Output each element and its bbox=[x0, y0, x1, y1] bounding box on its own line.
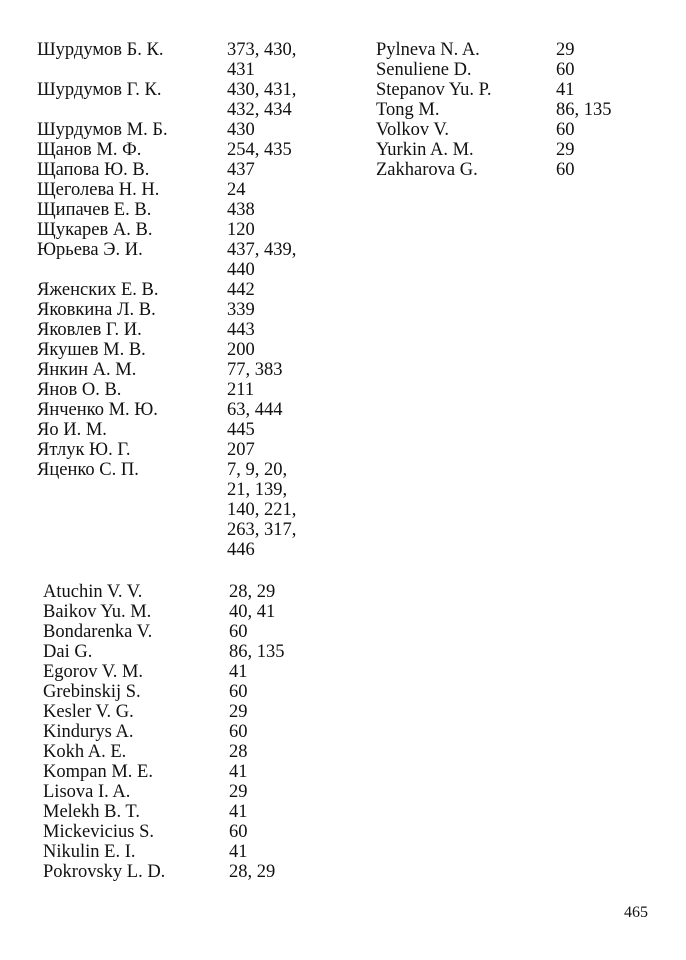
author-name: Lisova I. A. bbox=[43, 782, 131, 802]
page-refs: 60 bbox=[229, 682, 248, 702]
index-entry bbox=[376, 80, 612, 100]
index-entry bbox=[37, 220, 296, 240]
index-entry bbox=[37, 420, 296, 440]
author-name: Яценко С. П. bbox=[37, 460, 139, 480]
index-entry bbox=[43, 822, 285, 842]
author-name: Шурдумов Г. К. bbox=[37, 80, 162, 100]
index-entry bbox=[37, 300, 296, 320]
author-name: Щеголева Н. Н. bbox=[37, 180, 160, 200]
index-entry bbox=[37, 360, 296, 380]
index-entry bbox=[37, 400, 296, 420]
page-refs: 7, 9, 20, 21, 139, 140, 221, 263, 317, 446 bbox=[227, 460, 297, 560]
page-refs: 438 bbox=[227, 200, 255, 220]
index-entry bbox=[37, 460, 296, 560]
author-name: Щипачев Е. В. bbox=[37, 200, 152, 220]
index-entry bbox=[43, 782, 285, 802]
page-refs: 254, 435 bbox=[227, 140, 292, 160]
page-refs: 211 bbox=[227, 380, 255, 400]
author-name: Grebinskij S. bbox=[43, 682, 141, 702]
index-entry bbox=[43, 862, 285, 882]
page-refs: 63, 444 bbox=[227, 400, 283, 420]
index-entry bbox=[37, 380, 296, 400]
author-name: Bondarenka V. bbox=[43, 622, 153, 642]
author-name: Kesler V. G. bbox=[43, 702, 134, 722]
page-refs: 430, 431, 432, 434 bbox=[227, 80, 297, 120]
index-entry bbox=[37, 180, 296, 200]
author-name: Шурдумов Б. К. bbox=[37, 40, 164, 60]
page-refs: 28, 29 bbox=[229, 862, 276, 882]
author-name: Atuchin V. V. bbox=[43, 582, 143, 602]
author-name: Pokrovsky L. D. bbox=[43, 862, 166, 882]
author-name: Яковкина Л. В. bbox=[37, 300, 156, 320]
page-refs: 41 bbox=[229, 842, 248, 862]
index-column-latin-right bbox=[376, 40, 612, 180]
page-refs: 29 bbox=[229, 702, 248, 722]
index-entry bbox=[37, 280, 296, 300]
index-entry bbox=[37, 80, 296, 120]
author-name: Baikov Yu. M. bbox=[43, 602, 152, 622]
author-name: Stepanov Yu. P. bbox=[376, 80, 492, 100]
page-refs: 60 bbox=[229, 622, 248, 642]
author-name: Щанов М. Ф. bbox=[37, 140, 142, 160]
index-entry bbox=[43, 742, 285, 762]
index-entry bbox=[43, 642, 285, 662]
author-name: Якушев М. В. bbox=[37, 340, 146, 360]
page-refs: 443 bbox=[227, 320, 255, 340]
author-name: Яковлев Г. И. bbox=[37, 320, 142, 340]
author-name: Pylneva N. A. bbox=[376, 40, 480, 60]
page-refs: 41 bbox=[229, 802, 248, 822]
index-entry bbox=[43, 682, 285, 702]
index-entry bbox=[376, 160, 612, 180]
page-refs: 86, 135 bbox=[229, 642, 285, 662]
page-refs: 120 bbox=[227, 220, 255, 240]
author-name: Tong M. bbox=[376, 100, 440, 120]
author-name: Nikulin E. I. bbox=[43, 842, 136, 862]
author-name: Kokh A. E. bbox=[43, 742, 127, 762]
index-entry bbox=[43, 842, 285, 862]
author-name: Kindurys A. bbox=[43, 722, 134, 742]
author-name: Mickevicius S. bbox=[43, 822, 154, 842]
page-refs: 28, 29 bbox=[229, 582, 276, 602]
author-name: Янкин А. М. bbox=[37, 360, 137, 380]
author-name: Melekh B. T. bbox=[43, 802, 140, 822]
index-entry bbox=[376, 100, 612, 120]
page-refs: 29 bbox=[556, 40, 575, 60]
author-name: Шурдумов М. Б. bbox=[37, 120, 168, 140]
page-refs: 24 bbox=[227, 180, 246, 200]
index-entry bbox=[43, 702, 285, 722]
page-refs: 207 bbox=[227, 440, 255, 460]
author-name: Юрьева Э. И. bbox=[37, 240, 143, 260]
page-refs: 200 bbox=[227, 340, 255, 360]
page-refs: 437 bbox=[227, 160, 255, 180]
index-entry bbox=[376, 120, 612, 140]
index-entry bbox=[37, 120, 296, 140]
author-name: Senuliene D. bbox=[376, 60, 472, 80]
page-refs: 445 bbox=[227, 420, 255, 440]
page-refs: 41 bbox=[229, 662, 248, 682]
index-entry bbox=[37, 440, 296, 460]
author-name: Яо И. М. bbox=[37, 420, 107, 440]
author-name: Volkov V. bbox=[376, 120, 450, 140]
page-refs: 41 bbox=[556, 80, 575, 100]
author-name: Ятлук Ю. Г. bbox=[37, 440, 131, 460]
index-entry bbox=[43, 722, 285, 742]
author-name: Zakharova G. bbox=[376, 160, 478, 180]
index-entry bbox=[37, 340, 296, 360]
page-refs: 29 bbox=[229, 782, 248, 802]
index-entry bbox=[37, 200, 296, 220]
index-entry bbox=[37, 160, 296, 180]
index-entry bbox=[37, 320, 296, 340]
page-refs: 437, 439, 440 bbox=[227, 240, 297, 280]
index-column-latin-left bbox=[43, 582, 285, 882]
index-entry bbox=[43, 662, 285, 682]
author-name: Dai G. bbox=[43, 642, 93, 662]
index-entry bbox=[43, 802, 285, 822]
page-refs: 339 bbox=[227, 300, 255, 320]
page-refs: 29 bbox=[556, 140, 575, 160]
page-refs: 40, 41 bbox=[229, 602, 276, 622]
index-entry bbox=[43, 582, 285, 602]
index-entry bbox=[37, 240, 296, 280]
index-entry bbox=[37, 40, 296, 80]
author-name: Щапова Ю. В. bbox=[37, 160, 150, 180]
index-column-cyrillic bbox=[37, 40, 296, 560]
index-entry bbox=[43, 622, 285, 642]
index-entry bbox=[43, 762, 285, 782]
author-name: Egorov V. M. bbox=[43, 662, 144, 682]
index-entry bbox=[376, 60, 612, 80]
page-refs: 60 bbox=[229, 722, 248, 742]
page-refs: 60 bbox=[229, 822, 248, 842]
page-refs: 60 bbox=[556, 120, 575, 140]
page-refs: 28 bbox=[229, 742, 248, 762]
author-name: Яженских Е. В. bbox=[37, 280, 159, 300]
author-name: Янченко М. Ю. bbox=[37, 400, 158, 420]
page-refs: 430 bbox=[227, 120, 255, 140]
index-entry bbox=[37, 140, 296, 160]
author-name: Kompan M. E. bbox=[43, 762, 153, 782]
page-refs: 442 bbox=[227, 280, 255, 300]
index-entry bbox=[43, 602, 285, 622]
author-name: Янов О. В. bbox=[37, 380, 122, 400]
page-refs: 60 bbox=[556, 160, 575, 180]
page-refs: 86, 135 bbox=[556, 100, 612, 120]
index-entry bbox=[376, 40, 612, 60]
author-name: Щукарев А. В. bbox=[37, 220, 153, 240]
index-entry bbox=[376, 140, 612, 160]
page-refs: 41 bbox=[229, 762, 248, 782]
page-number: 465 bbox=[624, 904, 648, 921]
page-refs: 77, 383 bbox=[227, 360, 283, 380]
author-name: Yurkin A. M. bbox=[376, 140, 474, 160]
page-refs: 60 bbox=[556, 60, 575, 80]
page-refs: 373, 430, 431 bbox=[227, 40, 297, 80]
